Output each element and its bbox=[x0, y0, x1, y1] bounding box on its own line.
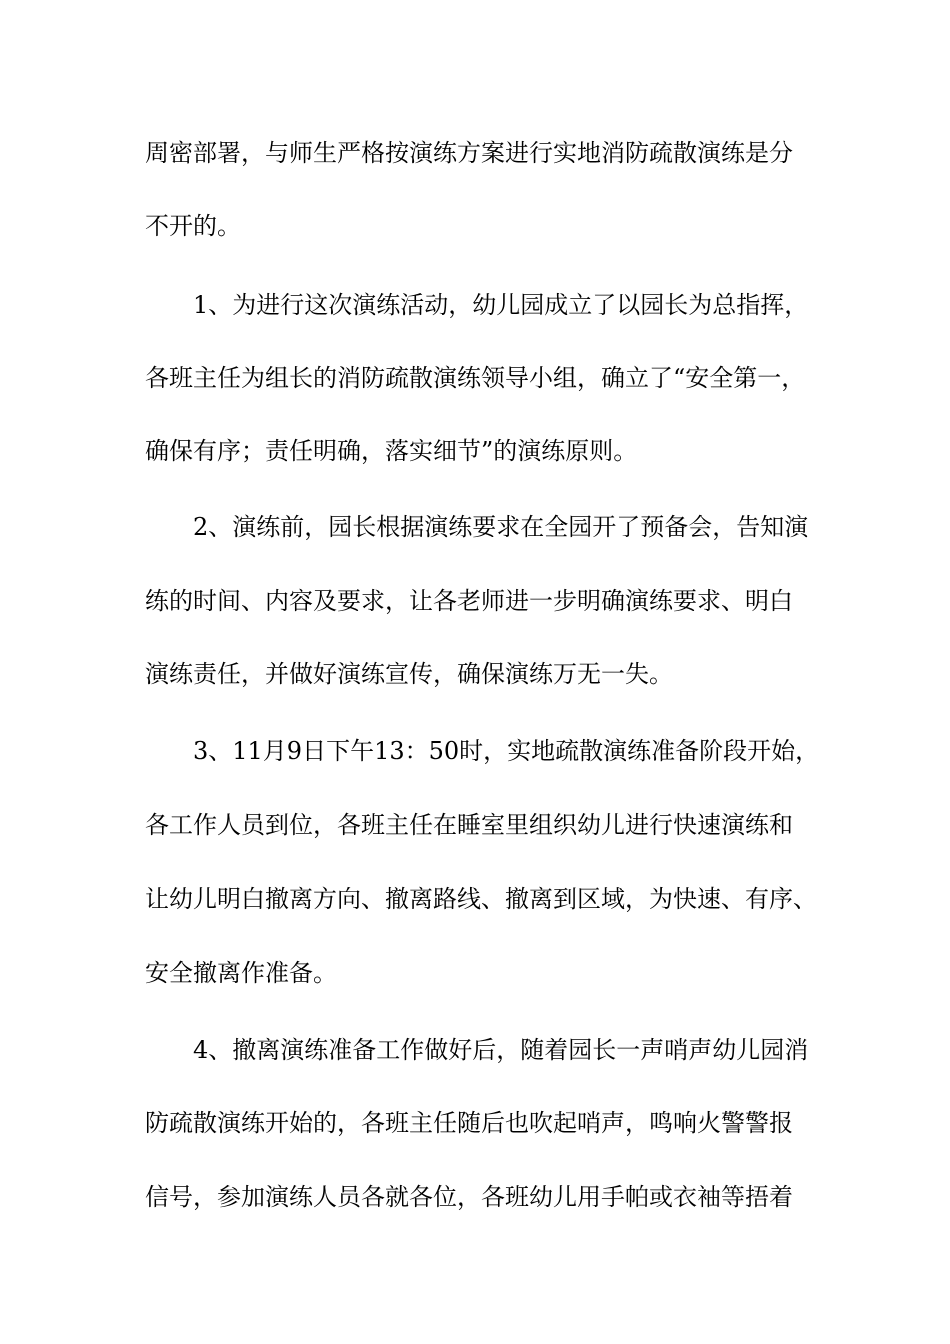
text-line-3: 1、为进行这次演练活动，幼儿园成立了以园长为总指挥， bbox=[145, 291, 809, 319]
text-line-4: 各班主任为组长的消防疏散演练领导小组，确立了“安全第一， bbox=[145, 364, 806, 392]
text-line-1: 周密部署，与师生严格按演练方案进行实地消防疏散演练是分 bbox=[145, 139, 793, 167]
text-line-14: 防疏散演练开始的，各班主任随后也吹起哨声，鸣响火警警报 bbox=[145, 1109, 793, 1137]
text-line-15: 信号，参加演练人员各就各位，各班幼儿用手帕或衣袖等捂着 bbox=[145, 1183, 793, 1211]
text-line-12: 安全撤离作准备。 bbox=[145, 959, 337, 987]
text-line-6: 2、演练前，园长根据演练要求在全园开了预备会，告知演 bbox=[145, 513, 809, 541]
text-line-7: 练的时间、内容及要求，让各老师进一步明确演练要求、明白 bbox=[145, 587, 793, 615]
text-line-11: 让幼儿明白撤离方向、撤离路线、撤离到区域，为快速、有序、 bbox=[145, 885, 817, 913]
text-line-2: 不开的。 bbox=[145, 212, 241, 240]
text-line-8: 演练责任，并做好演练宣传，确保演练万无一失。 bbox=[145, 660, 673, 688]
text-line-13: 4、撤离演练准备工作做好后，随着园长一声哨声幼儿园消 bbox=[145, 1036, 809, 1064]
text-line-9: 3、11月9日下午13：50时，实地疏散演练准备阶段开始， bbox=[145, 737, 820, 765]
text-line-5: 确保有序；责任明确，落实细节”的演练原则。 bbox=[145, 437, 638, 465]
text-line-10: 各工作人员到位，各班主任在睡室里组织幼儿进行快速演练和 bbox=[145, 811, 793, 839]
